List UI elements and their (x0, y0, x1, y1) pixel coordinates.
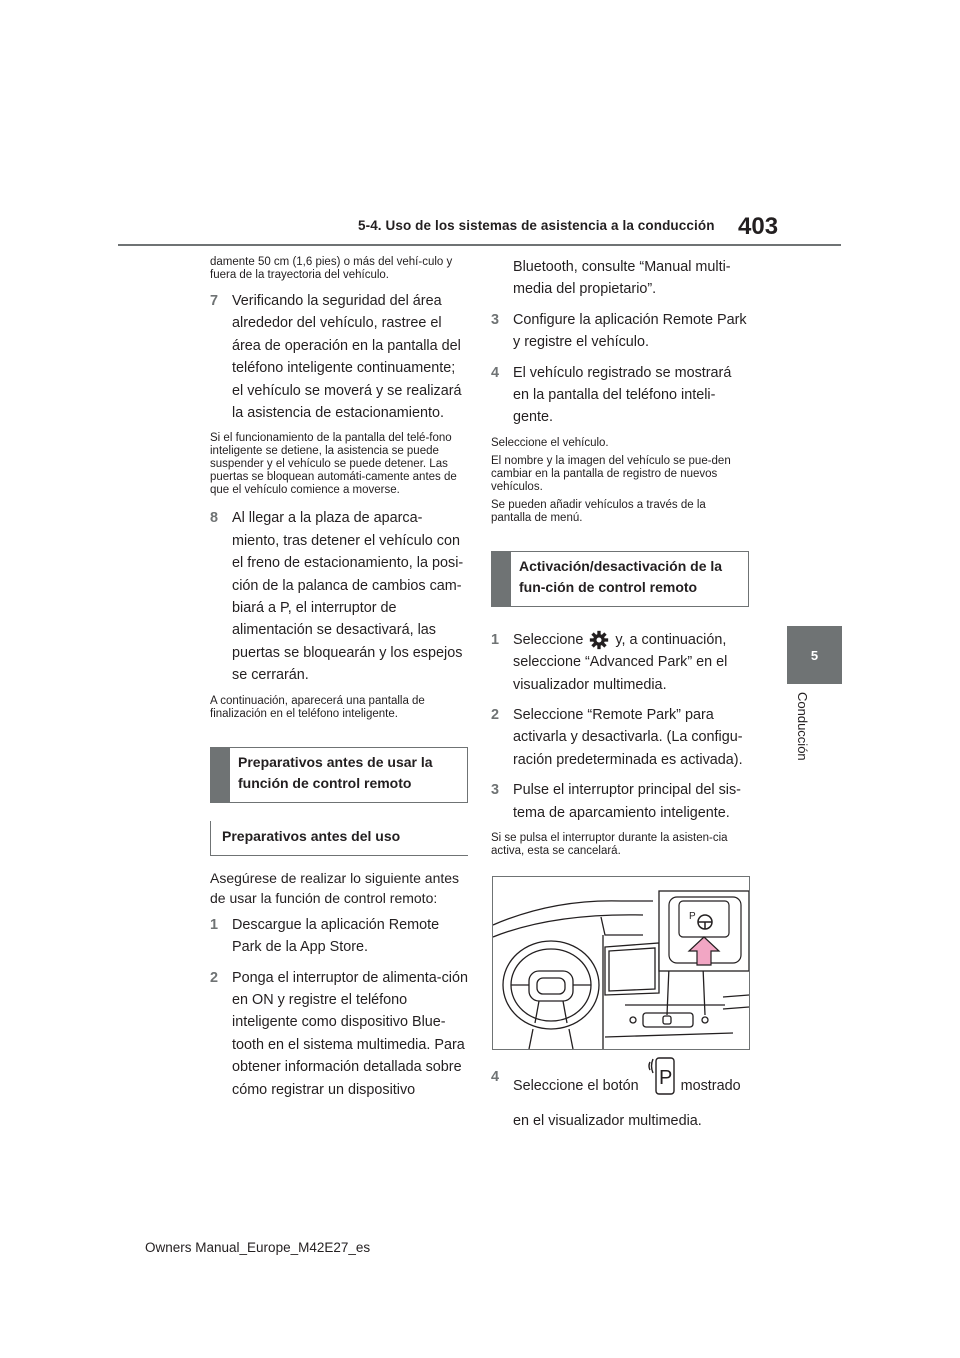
step-8-note: A continuación, aparecerá una pantalla de finalización en el teléfono inteligente. (210, 694, 425, 720)
left-column (210, 256, 468, 1109)
step-text: Ponga el interruptor de alimenta-ción en ON y registre el teléfono inteligente como dispositivo Blue-tooth en el sistema multimedia. Para obtener información detallada sobre cómo registrar un dispositivo (232, 969, 468, 1098)
step-4 (491, 362, 749, 429)
step-number: 1 (491, 631, 500, 648)
step-text: Descargue la aplicación Remote Park de la App Store. (232, 916, 440, 956)
step-4-note-c: Se pueden añadir vehículos a través de la pantalla de menú. (491, 498, 706, 524)
step-text: El vehículo registrado se mostrará en la pantalla del teléfono inteli-gente. (513, 364, 732, 426)
switch-label: P (689, 911, 696, 923)
step-text-pre: Seleccione (513, 631, 584, 648)
page-number: 403 (738, 213, 779, 240)
chapter-name: Conducción (795, 692, 810, 761)
step-a1 (491, 629, 749, 696)
header-rule (118, 244, 841, 246)
body-intro: Asegúrese de realizar lo siguiente antes de usar la función de control remoto: (210, 869, 460, 906)
step-number: 8 (210, 510, 219, 527)
step-7-note: Si el funcionamiento de la pantalla del telé-fono inteligente se detiene, la asistencia se puede suspender y el vehículo se puede detener. Las puertas se bloquean automáti-camente antes de que el vehículo comience a moverse. (210, 432, 457, 497)
step-a3 (491, 779, 749, 824)
dashboard-illustration (492, 876, 750, 1050)
subsection-heading: Preparativos antes del uso (210, 821, 468, 856)
step-number: 3 (491, 782, 500, 799)
step-number: 3 (491, 311, 500, 328)
step-2 (210, 967, 468, 1101)
step-number: 1 (210, 916, 219, 933)
step-text-post: mostrado (680, 1077, 741, 1094)
step-a4 (491, 1066, 749, 1132)
step-text: Verificando la seguridad del área alrededor del vehículo, rastree el área de operación en la pantalla del teléfono inteligente continuamente; el vehículo se moverá y se realizará la asistencia de estacionamiento. (232, 293, 462, 422)
step-3 (491, 309, 749, 354)
step-text: Al llegar a la plaza de aparca-miento, tras detener el vehículo con el freno de estacionamiento, la posi-ción de la palanca de cambios cam-biará a P, el interruptor de alimentación se desactivará, las puertas se bloquearán y los espejos se cerrarán. (232, 510, 464, 684)
step-a2 (491, 704, 749, 771)
step-number: 7 (210, 293, 219, 309)
step-4-note-b: El nombre y la imagen del vehículo se pue-den cambiar en la pantalla de registro de nuevos vehículos. (491, 454, 731, 493)
step-text-post: y, a continuación, seleccione “Advanced Park” en el visualizador multimedia. (513, 631, 728, 693)
section-heading-preparations: Preparativos antes de usar la función de control remoto (210, 747, 468, 803)
remote-park-button-icon (647, 1056, 675, 1096)
parking-switch (679, 901, 729, 937)
step-text: Configure la aplicación Remote Park y registre el vehículo. (513, 311, 747, 351)
section-title: 5-4. Uso de los sistemas de asistencia a la conducción (358, 218, 715, 233)
step-a3-note: Si se pulsa el interruptor durante la asisten-cia activa, esta se cancelará. (491, 832, 728, 858)
gear-icon (589, 630, 609, 650)
step-text-pre: Seleccione el botón (513, 1077, 639, 1094)
p-button-label: P (658, 1067, 672, 1090)
step-7 (210, 290, 468, 424)
chapter-number: 5 (810, 647, 819, 663)
footer-manual-id: Owners Manual_Europe_M42E27_es (145, 1240, 371, 1255)
step-number: 4 (491, 1069, 500, 1086)
step-number: 4 (491, 364, 500, 381)
step-number: 2 (210, 969, 219, 986)
chapter-label (792, 692, 814, 792)
step-text: Seleccione “Remote Park” para activarla y desactivarla. (La configu-ración predeterminada es activada). (513, 707, 743, 768)
dashboard-drawing (493, 877, 749, 1049)
step-8 (210, 507, 468, 686)
right-column (491, 256, 749, 1141)
step-text-line2: en el visualizador multimedia. (513, 1113, 702, 1130)
step-4-note-a: Seleccione el vehículo. (491, 436, 609, 449)
step-1 (210, 914, 468, 959)
chapter-tab (787, 626, 842, 684)
step-text: Pulse el interruptor principal del sis-tema de aparcamiento inteligente. (513, 782, 741, 821)
section-heading-activation: Activación/desactivación de la fun-ción de control remoto (491, 551, 749, 607)
step-number: 2 (491, 707, 500, 724)
step-2-continuation: Bluetooth, consulte “Manual multi-media del propietario”. (513, 259, 731, 298)
intro-note: damente 50 cm (1,6 pies) o más del vehí-culo y fuera de la trayectoria del vehículo. (210, 256, 453, 281)
